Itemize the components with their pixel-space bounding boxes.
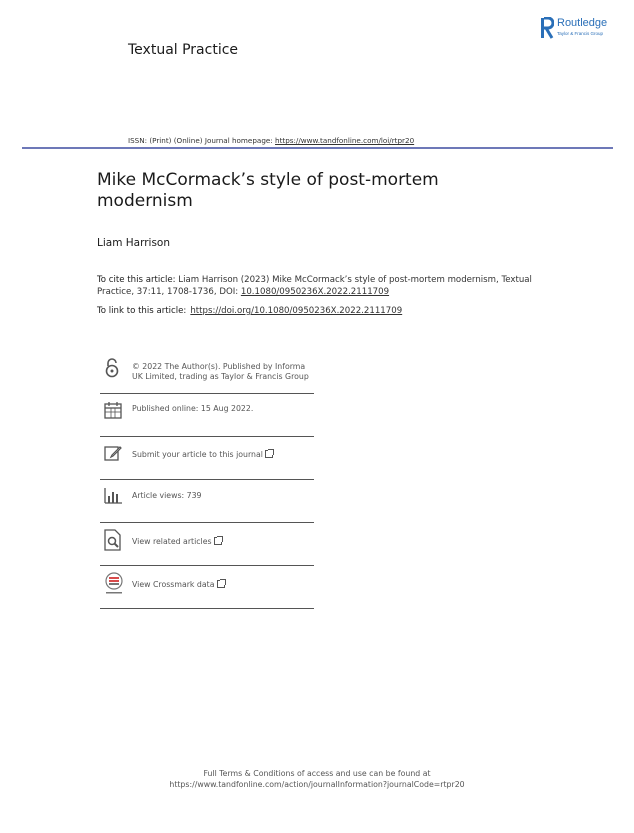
publisher-tagline: Taylor & Francis Group	[557, 31, 604, 36]
related-articles-icon	[104, 529, 122, 551]
header-divider	[22, 147, 613, 149]
submit-text[interactable]	[132, 450, 273, 460]
article-title: Mike McCormack’s style of post-mortem modernism	[97, 170, 439, 211]
bar-chart-icon	[104, 488, 122, 504]
submit-row[interactable]	[100, 437, 314, 480]
related-label: View related articles	[132, 537, 212, 546]
external-link-icon	[217, 580, 225, 588]
related-row[interactable]	[100, 523, 314, 566]
citation	[97, 274, 567, 298]
published-row	[100, 394, 314, 437]
crossmark-icon	[104, 572, 124, 596]
author-name: Liam Harrison	[97, 237, 171, 249]
publisher-logo	[540, 17, 620, 41]
article-link-line	[97, 306, 402, 316]
external-link-icon	[265, 450, 273, 458]
cite-label: To cite this article:	[97, 275, 176, 285]
open-access-row	[100, 354, 314, 394]
link-label: To link to this article:	[97, 306, 187, 316]
article-views: Article views: 739	[132, 491, 202, 500]
related-text[interactable]	[132, 537, 222, 547]
issn-text: ISSN: (Print) (Online) Journal homepage:	[128, 136, 276, 145]
external-link-icon	[214, 537, 222, 545]
calendar-icon	[104, 401, 122, 419]
submit-label: Submit your article to this journal	[132, 450, 263, 459]
article-doi-url[interactable]: https://doi.org/10.1080/0950236X.2022.2111709	[190, 306, 403, 316]
open-access-text: © 2022 The Author(s). Published by Informa UK Limited, trading as Taylor & Francis Group	[132, 362, 309, 381]
article-info-box	[100, 354, 314, 609]
views-row	[100, 480, 314, 523]
crossmark-row[interactable]	[100, 566, 314, 609]
crossmark-label: View Crossmark data	[132, 580, 215, 589]
doi-link[interactable]: 10.1080/0950236X.2022.2111709	[240, 287, 390, 297]
journal-title: Textual Practice	[128, 42, 239, 58]
journal-homepage-link[interactable]: https://www.tandfonline.com/loi/rtpr20	[275, 136, 415, 145]
crossmark-text[interactable]	[132, 580, 225, 590]
publisher-name: Routledge	[557, 17, 608, 29]
footer-terms: Full Terms & Conditions of access and use can be found at	[203, 769, 431, 778]
cite-text: Liam Harrison (2023) Mike McCormack’s style of post-mortem modernism, Textual Practice, 37:11, 1708-1736, DOI:	[97, 275, 532, 297]
issn-line	[128, 136, 414, 145]
footer-url[interactable]: https://www.tandfonline.com/action/journalInformation?journalCode=rtpr20	[169, 780, 465, 789]
footer	[0, 768, 634, 790]
edit-icon	[104, 444, 122, 462]
published-date: Published online: 15 Aug 2022.	[132, 404, 254, 413]
routledge-icon	[540, 17, 554, 39]
open-lock-icon	[104, 358, 120, 378]
